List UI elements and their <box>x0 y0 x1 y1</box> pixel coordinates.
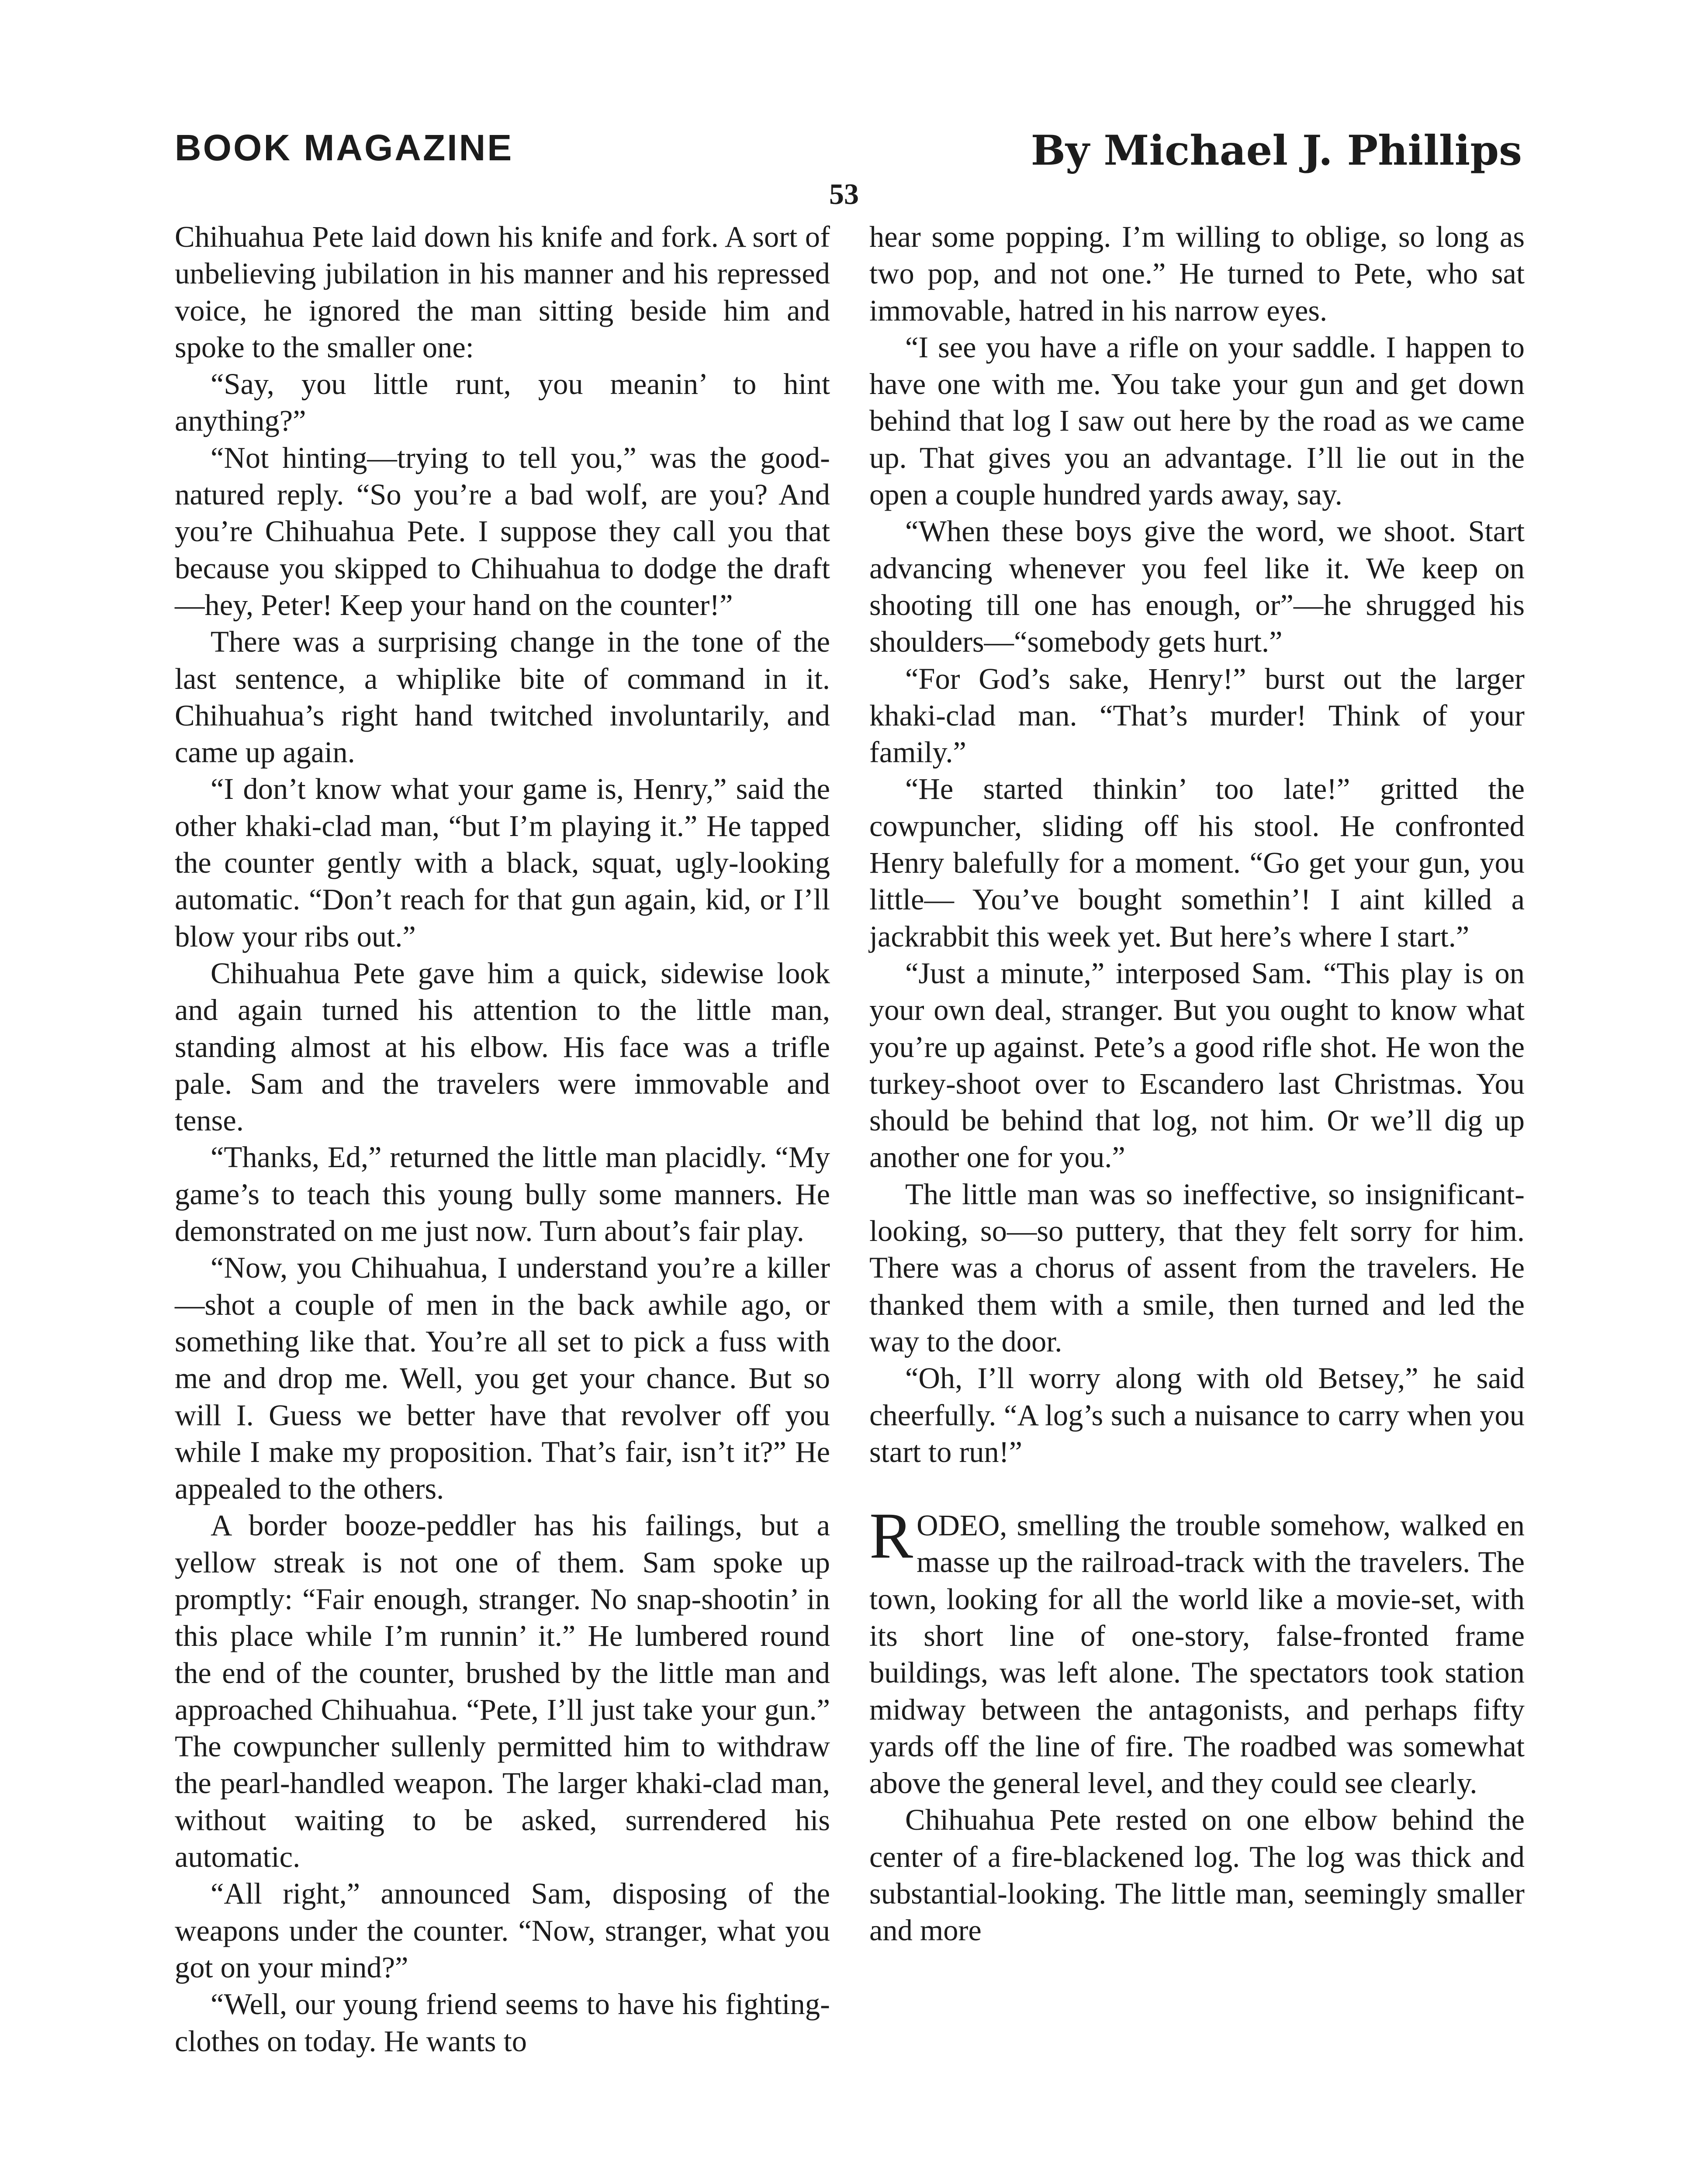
right-column <box>869 218 1525 1949</box>
paragraph: hear some popping. I’m willing to oblige, so long as two pop, and not one.” He turned to Pete, who sat immovable, hatred in his narrow eyes. <box>869 220 1525 327</box>
paragraph: Chihuahua Pete gave him a quick, sidewise look and again turned his attention to the little man, standing almost at his elbow. His face was a trifle pale. Sam and the travelers were immovable and tense. <box>175 956 830 1137</box>
paragraph: “Now, you Chihuahua, I understand you’re a killer—shot a couple of men in the back awhile ago, or something like that. You’re all set to pick a fuss with me and drop me. Well, you get your chance. But so will I. Guess we better have that revolver off you while I make my proposition. That’s fair, isn’t it?” He appealed to the others. <box>175 1251 830 1506</box>
section-opening-text: ODEO, smelling the trouble somehow, walked en masse up the railroad-track with the travelers. The town, looking for all the world like a movie-set, with its short line of one-story, false-fronted frame buildings, was left alone. The spectators took station midway between the antagonists, and perhaps fifty yards off the line of fire. The roadbed was somewhat above the general level, and they could see clearly. <box>869 1509 1525 1800</box>
paragraph: The little man was so ineffective, so insignificant-looking, so—so puttery, that they felt sorry for him. There was a chorus of assent from the travelers. He thanked them with a smile, then turned and led the way to the door. <box>869 1177 1525 1358</box>
paragraph: “Say, you little runt, you meanin’ to hint anything?” <box>175 367 830 438</box>
drop-cap: R <box>869 1500 913 1572</box>
magazine-title: BOOK MAGAZINE <box>175 127 514 168</box>
paragraph: “When these boys give the word, we shoot. Start advancing whenever you feel like it. We keep on shooting till one has enough, or”—he shrugged his shoulders—“somebody gets hurt.” <box>869 515 1525 659</box>
paragraph: “All right,” announced Sam, disposing of the weapons under the counter. “Now, stranger, what you got on your mind?” <box>175 1877 830 1984</box>
paragraph: “Oh, I’ll worry along with old Betsey,” he said cheerfully. “A log’s such a nuisance to carry when you start to run!” <box>869 1362 1525 1469</box>
paragraph: A border booze-peddler has his failings, but a yellow streak is not one of them. Sam spoke up promptly: “Fair enough, stranger. No snap-shootin’ in this place while I’m runnin’ it.” He lumbered round the end of the counter, brushed by the little man and approached Chihuahua. “Pete, I’ll just take your gun.” The cowpuncher sullenly permitted him to withdraw the pearl-handled weapon. The larger khaki-clad man, without waiting to be asked, surrendered his automatic. <box>175 1509 830 1874</box>
paragraph: “I see you have a rifle on your saddle. I happen to have one with me. You take your gun and get down behind that log I saw out here by the road as we came up. That gives you an advantage. I’ll lie out in the open a couple hundred yards away, say. <box>869 330 1525 511</box>
paragraph: Chihuahua Pete rested on one elbow behind the center of a fire-blackened log. The log was thick and substantial-looking. The little man, seemingly smaller and more <box>869 1803 1525 1947</box>
section-opening-paragraph <box>869 1500 1525 1801</box>
left-column <box>175 218 830 2060</box>
paragraph: Chihuahua Pete laid down his knife and fork. A sort of unbelieving jubilation in his manner and his repressed voice, he ignored the man sitting beside him and spoke to the smaller one: <box>175 220 830 364</box>
paragraph: There was a surprising change in the tone of the last sentence, a whiplike bite of command in it. Chihuahua’s right hand twitched involuntarily, and came up again. <box>175 625 830 769</box>
paragraph: “I don’t know what your game is, Henry,” said the other khaki-clad man, “but I’m playing it.” He tapped the counter gently with a black, squat, ugly-looking automatic. “Don’t reach for that gun again, kid, or I’ll blow your ribs out.” <box>175 772 830 953</box>
paragraph: “For God’s sake, Henry!” burst out the larger khaki-clad man. “That’s murder! Think of your family.” <box>869 662 1525 769</box>
paragraph: “Just a minute,” interposed Sam. “This play is on your own deal, stranger. But you ought to know what you’re up against. Pete’s a good rifle shot. He won the turkey-shoot over to Escandero last Christmas. You should be behind that log, not him. Or we’ll dig up another one for you.” <box>869 956 1525 1174</box>
paragraph: “Well, our young friend seems to have his fighting-clothes on today. He wants to <box>175 1987 830 2058</box>
paragraph: “He started thinkin’ too late!” gritted the cowpuncher, sliding off his stool. He confronted Henry balefully for a moment. “Go get your gun, you little— You’ve bought somethin’! I aint killed a jackrabbit this week yet. But here’s where I start.” <box>869 772 1525 953</box>
paragraph: “Not hinting—trying to tell you,” was the good-natured reply. “So you’re a bad wolf, are you? And you’re Chihuahua Pete. I suppose they call you that because you skipped to Chihuahua to dodge the draft—hey, Peter! Keep your hand on the counter!” <box>175 441 830 622</box>
paragraph: “Thanks, Ed,” returned the little man placidly. “My game’s to teach this young bully some manners. He demonstrated on me just now. Turn about’s fair play. <box>175 1140 830 1248</box>
page-number: 53 <box>829 177 859 211</box>
author-byline: By Michael J. Phillips <box>1031 127 1522 175</box>
